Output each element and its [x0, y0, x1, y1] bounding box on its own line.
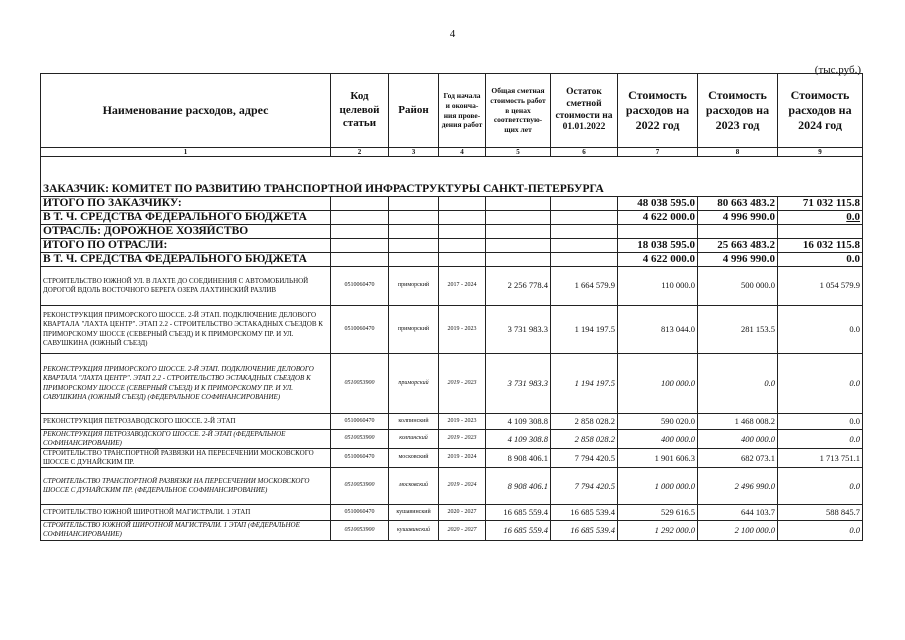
row-name: СТРОИТЕЛЬСТВО ТРАНСПОРТНОЙ РАЗВЯЗКИ НА ПЕРЕСЕЧЕНИИ МОСКОВСКОГО ШОССЕ С ДУНАЙСКИМ ПР. (ФЕДЕРАЛЬНОЕ СОФИНАНСИРОВАНИЕ) — [41, 468, 331, 505]
industry-label: ОТРАСЛЬ: ДОРОЖНОЕ ХОЗЯЙСТВО — [41, 225, 331, 239]
total-row — [41, 211, 863, 225]
row-years: 2019 - 2023 — [439, 414, 486, 430]
table-row — [41, 449, 863, 468]
row-district: колпинский — [389, 430, 439, 449]
total-2024: 71 032 115.8 — [778, 197, 863, 211]
row-total: 8 908 406.1 — [486, 468, 551, 505]
row-remainder: 1 194 197.5 — [551, 354, 618, 414]
row-total: 3 731 983.3 — [486, 306, 551, 354]
total-2023: 4 996 990.0 — [698, 211, 778, 225]
total-row — [41, 253, 863, 267]
row-district: приморский — [389, 267, 439, 306]
row-years: 2019 - 2023 — [439, 354, 486, 414]
row-remainder: 7 794 420.5 — [551, 468, 618, 505]
total-label: В Т. Ч. СРЕДСТВА ФЕДЕРАЛЬНОГО БЮДЖЕТА — [41, 253, 331, 267]
row-total: 16 685 559.4 — [486, 521, 551, 540]
row-2023: 281 153.5 — [698, 306, 778, 354]
row-2023: 2 496 990.0 — [698, 468, 778, 505]
col-header-years: Год начала и оконча-ния прове-дения работ — [439, 74, 486, 148]
row-remainder: 1 664 579.9 — [551, 267, 618, 306]
col-header-code: Код целевой статьи — [331, 74, 389, 148]
col-header-remainder: Остаток сметной стоимости на 01.01.2022 — [551, 74, 618, 148]
row-2024: 1 713 751.1 — [778, 449, 863, 468]
row-2022: 529 616.5 — [618, 505, 698, 521]
table-row — [41, 354, 863, 414]
row-remainder: 16 685 539.4 — [551, 505, 618, 521]
row-2024: 0.0 — [778, 430, 863, 449]
row-2022: 400 000.0 — [618, 430, 698, 449]
row-total: 16 685 559.4 — [486, 505, 551, 521]
row-name: СТРОИТЕЛЬСТВО ЮЖНОЙ УЛ. В ЛАХТЕ ДО СОЕДИНЕНИЯ С АВТОМОБИЛЬНОЙ ДОРОГОЙ ВДОЛЬ ВОСТОЧНОГО БЕРЕГА ОЗЕРА ЛАХТИНСКИЙ РАЗЛИВ — [41, 267, 331, 306]
total-2023: 25 663 483.2 — [698, 239, 778, 253]
row-remainder: 7 794 420.5 — [551, 449, 618, 468]
row-2022: 100 000.0 — [618, 354, 698, 414]
total-2022: 4 622 000.0 — [618, 253, 698, 267]
row-2023: 1 468 008.2 — [698, 414, 778, 430]
row-total: 4 109 308.8 — [486, 414, 551, 430]
col-header-2024: Стоимость расходов на 2024 год — [778, 74, 863, 148]
col-number: 5 — [486, 148, 551, 157]
row-2022: 813 044.0 — [618, 306, 698, 354]
row-2024: 0.0 — [778, 468, 863, 505]
total-2023: 80 663 483.2 — [698, 197, 778, 211]
row-district: приморский — [389, 354, 439, 414]
row-name: РЕКОНСТРУКЦИЯ ПРИМОРСКОГО ШОССЕ. 2-Й ЭТАП. ПОДКЛЮЧЕНИЕ ДЕЛОВОГО КВАРТАЛА "ЛАХТА ЦЕНТР". ЭТАП 2.2 - СТРОИТЕЛЬСТВО ЭСТАКАДНЫХ СЪЕЗДОВ К ПРИМОРСКОМУ ШОССЕ (СЕВЕРНЫЙ СЪЕЗД) И К ПРИМОРСКОМУ ПР. И УЛ. САВУШКИНА (ЮЖНЫЙ СЪЕЗД) (ФЕДЕРАЛЬНОЕ СОФИНАНСИРОВАНИЕ) — [41, 354, 331, 414]
row-2023: 644 103.7 — [698, 505, 778, 521]
row-code: 0510060470 — [331, 505, 389, 521]
row-code: 0510053900 — [331, 521, 389, 540]
row-2022: 1 901 606.3 — [618, 449, 698, 468]
row-2023: 682 073.1 — [698, 449, 778, 468]
col-header-name: Наименование расходов, адрес — [41, 74, 331, 148]
total-label: В Т. Ч. СРЕДСТВА ФЕДЕРАЛЬНОГО БЮДЖЕТА — [41, 211, 331, 225]
header-row — [41, 74, 863, 148]
row-code: 0510053900 — [331, 468, 389, 505]
total-2022: 48 038 595.0 — [618, 197, 698, 211]
table-row — [41, 505, 863, 521]
row-district: кушавинский — [389, 521, 439, 540]
table-row — [41, 414, 863, 430]
total-2024: 16 032 115.8 — [778, 239, 863, 253]
units-label: (тыс.руб.) — [814, 64, 861, 76]
row-2022: 1 292 000.0 — [618, 521, 698, 540]
row-district: приморский — [389, 306, 439, 354]
total-2022: 4 622 000.0 — [618, 211, 698, 225]
row-2024: 0.0 — [778, 306, 863, 354]
row-code: 0510060470 — [331, 449, 389, 468]
row-years: 2017 - 2024 — [439, 267, 486, 306]
row-remainder: 2 858 028.2 — [551, 414, 618, 430]
row-code: 0510060470 — [331, 267, 389, 306]
row-total: 4 109 308.8 — [486, 430, 551, 449]
spacer-row — [41, 157, 863, 184]
row-years: 2020 - 2027 — [439, 505, 486, 521]
col-number: 6 — [551, 148, 618, 157]
col-number: 3 — [389, 148, 439, 157]
row-name: РЕКОНСТРУКЦИЯ ПЕТРОЗАВОДСКОГО ШОССЕ. 2-Й ЭТАП (ФЕДЕРАЛЬНОЕ СОФИНАНСИРОВАНИЕ) — [41, 430, 331, 449]
total-label: ИТОГО ПО ОТРАСЛИ: — [41, 239, 331, 253]
row-years: 2019 - 2024 — [439, 449, 486, 468]
column-number-row — [41, 148, 863, 157]
row-code: 0510060470 — [331, 306, 389, 354]
row-code: 0510060470 — [331, 414, 389, 430]
col-header-2023: Стоимость расходов на 2023 год — [698, 74, 778, 148]
table-row — [41, 468, 863, 505]
row-2024: 588 845.7 — [778, 505, 863, 521]
total-label: ИТОГО ПО ЗАКАЗЧИКУ: — [41, 197, 331, 211]
industry-row — [41, 225, 863, 239]
table-row — [41, 306, 863, 354]
row-2023: 400 000.0 — [698, 430, 778, 449]
customer-row — [41, 183, 863, 197]
row-years: 2019 - 2023 — [439, 430, 486, 449]
total-2023: 4 996 990.0 — [698, 253, 778, 267]
row-2024: 0.0 — [778, 414, 863, 430]
row-2022: 590 020.0 — [618, 414, 698, 430]
row-name: СТРОИТЕЛЬСТВО ЮЖНОЙ ШИРОТНОЙ МАГИСТРАЛИ. 1 ЭТАП — [41, 505, 331, 521]
row-remainder: 1 194 197.5 — [551, 306, 618, 354]
row-name: СТРОИТЕЛЬСТВО ТРАНСПОРТНОЙ РАЗВЯЗКИ НА ПЕРЕСЕЧЕНИИ МОСКОВСКОГО ШОССЕ С ДУНАЙСКИМ ПР. — [41, 449, 331, 468]
row-2022: 1 000 000.0 — [618, 468, 698, 505]
total-2024: 0.0 — [778, 253, 863, 267]
row-2024: 1 054 579.9 — [778, 267, 863, 306]
row-remainder: 16 685 539.4 — [551, 521, 618, 540]
col-number: 1 — [41, 148, 331, 157]
row-years: 2019 - 2023 — [439, 306, 486, 354]
row-district: московский — [389, 449, 439, 468]
row-district: колпинский — [389, 414, 439, 430]
row-name: РЕКОНСТРУКЦИЯ ПРИМОРСКОГО ШОССЕ. 2-Й ЭТАП. ПОДКЛЮЧЕНИЕ ДЕЛОВОГО КВАРТАЛА "ЛАХТА ЦЕНТР". ЭТАП 2.2 - СТРОИТЕЛЬСТВО ЭСТАКАДНЫХ СЪЕЗДОВ К ПРИМОРСКОМУ ШОССЕ (СЕВЕРНЫЙ СЪЕЗД) И К ПРИМОРСКОМУ ПР. И УЛ. САВУШКИНА (ЮЖНЫЙ СЪЕЗД) — [41, 306, 331, 354]
row-2024: 0.0 — [778, 521, 863, 540]
col-number: 2 — [331, 148, 389, 157]
row-code: 0510053900 — [331, 430, 389, 449]
row-name: СТРОИТЕЛЬСТВО ЮЖНОЙ ШИРОТНОЙ МАГИСТРАЛИ. 1 ЭТАП (ФЕДЕРАЛЬНОЕ СОФИНАНСИРОВАНИЕ) — [41, 521, 331, 540]
table-row — [41, 430, 863, 449]
customer-title: ЗАКАЗЧИК: КОМИТЕТ ПО РАЗВИТИЮ ТРАНСПОРТНОЙ ИНФРАСТРУКТУРЫ САНКТ-ПЕТЕРБУРГА — [41, 183, 863, 197]
row-name: РЕКОНСТРУКЦИЯ ПЕТРОЗАВОДСКОГО ШОССЕ. 2-Й ЭТАП — [41, 414, 331, 430]
col-number: 4 — [439, 148, 486, 157]
row-total: 2 256 778.4 — [486, 267, 551, 306]
row-district: кушавинский — [389, 505, 439, 521]
page-number: 4 — [449, 28, 456, 40]
row-total: 3 731 983.3 — [486, 354, 551, 414]
col-number: 8 — [698, 148, 778, 157]
col-number: 7 — [618, 148, 698, 157]
budget-table — [40, 73, 863, 541]
total-row — [41, 239, 863, 253]
row-years: 2020 - 2027 — [439, 521, 486, 540]
total-2022: 18 038 595.0 — [618, 239, 698, 253]
row-2023: 2 100 000.0 — [698, 521, 778, 540]
row-total: 8 908 406.1 — [486, 449, 551, 468]
table-row — [41, 267, 863, 306]
row-2022: 110 000.0 — [618, 267, 698, 306]
row-remainder: 2 858 028.2 — [551, 430, 618, 449]
row-2024: 0.0 — [778, 354, 863, 414]
col-number: 9 — [778, 148, 863, 157]
table-row — [41, 521, 863, 540]
row-district: московский — [389, 468, 439, 505]
row-years: 2019 - 2024 — [439, 468, 486, 505]
col-header-2022: Стоимость расходов на 2022 год — [618, 74, 698, 148]
col-header-district: Район — [389, 74, 439, 148]
row-2023: 0.0 — [698, 354, 778, 414]
total-2024: 0.0 — [778, 211, 863, 225]
total-row — [41, 197, 863, 211]
col-header-total-cost: Общая сметная стоимость работ в ценах соответствую-щих лет — [486, 74, 551, 148]
row-2023: 500 000.0 — [698, 267, 778, 306]
row-code: 0510053900 — [331, 354, 389, 414]
